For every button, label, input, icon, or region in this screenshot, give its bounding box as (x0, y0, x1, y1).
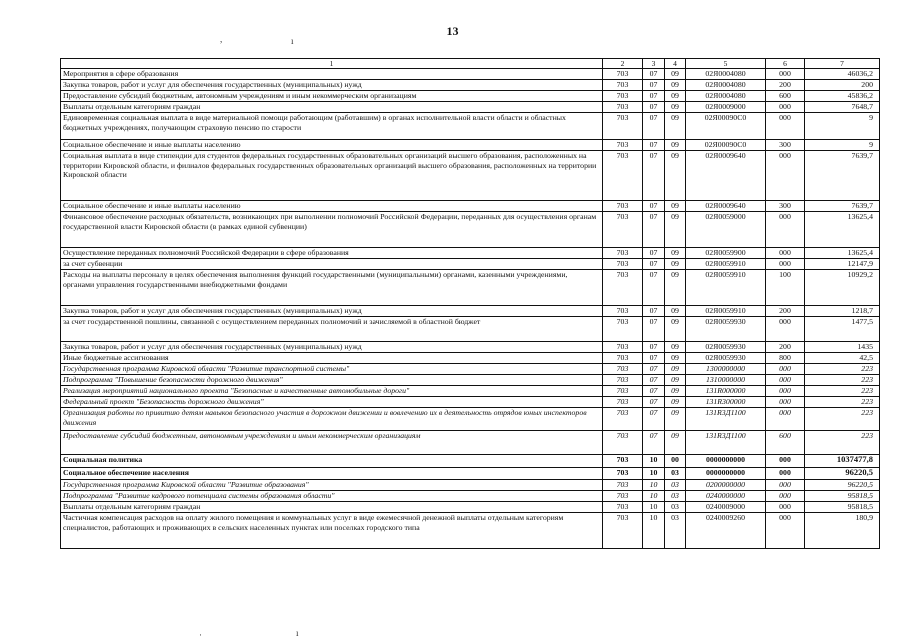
dept-code: 703 (603, 386, 643, 397)
section-code: 10 (643, 491, 665, 502)
dept-code: 703 (603, 259, 643, 270)
section-code: 07 (643, 397, 665, 408)
row-name: Организация работы по привитию детям навыков безопасного участия в дорожном движении и вовлечению их в деятельность отрядов юных инспекторов движения (61, 408, 603, 431)
subsection-code: 09 (665, 364, 686, 375)
amount: 13625,4 (805, 212, 880, 248)
amount: 7639,7 (805, 201, 880, 212)
row-name: Частичная компенсация расходов на оплату жилого помещения и коммунальных услуг в виде ежемесячной денежной выплаты отдельным категориям специалистов, работающих и проживающих в сельских населенных пунктах или поселках городского типа (61, 513, 603, 549)
dept-code: 703 (603, 80, 643, 91)
table-row (61, 513, 880, 549)
table-row (61, 201, 880, 212)
dept-code: 703 (603, 480, 643, 491)
table-row (61, 455, 880, 468)
target-article-code: 131R000000 (686, 386, 766, 397)
section-code: 07 (643, 69, 665, 80)
expense-type-code: 200 (766, 342, 805, 353)
target-article-code: 02Я0059910 (686, 259, 766, 270)
subsection-code: 09 (665, 397, 686, 408)
section-code: 07 (643, 113, 665, 140)
section-code: 07 (643, 259, 665, 270)
amount: 223 (805, 408, 880, 431)
amount: 223 (805, 364, 880, 375)
row-name: Расходы на выплаты персоналу в целях обеспечения выполнения функций государственными (муниципальными) органами, казенными учреждениями, органами управления государственными внебюджетными фондами (61, 270, 603, 306)
table-row (61, 102, 880, 113)
column-number: 6 (766, 59, 805, 69)
section-code: 07 (643, 270, 665, 306)
target-article-code: 1300000000 (686, 364, 766, 375)
target-article-code: 02Я0059930 (686, 342, 766, 353)
table-row (61, 342, 880, 353)
page-number: 13 (446, 24, 459, 38)
dept-code: 703 (603, 502, 643, 513)
amount: 46036,2 (805, 69, 880, 80)
subsection-code: 09 (665, 375, 686, 386)
subsection-code: 09 (665, 259, 686, 270)
subsection-code: 09 (665, 306, 686, 317)
expense-type-code: 000 (766, 386, 805, 397)
target-article-code: 02Я0009000 (686, 102, 766, 113)
row-name: Предоставление субсидий бюджетным, автономным учреждениям и иным некоммерческим организациям (61, 431, 603, 455)
target-article-code: 131R300000 (686, 397, 766, 408)
dept-code: 703 (603, 353, 643, 364)
row-name: Закупка товаров, работ и услуг для обеспечения государственных (муниципальных) нужд (61, 80, 603, 91)
dept-code: 703 (603, 364, 643, 375)
table-row (61, 212, 880, 248)
dept-code: 703 (603, 375, 643, 386)
amount: 9 (805, 113, 880, 140)
amount: 1037477,8 (805, 455, 880, 468)
target-article-code: 02Я0059910 (686, 270, 766, 306)
row-name: Социальная выплата в виде стипендии для студентов федеральных государственных образовательных организаций высшего образования, расположенных на территории Кировской области, и филиалов федеральных государственных образовательных организаций высшего образования, расположенных на территории Кировской области (61, 151, 603, 201)
dept-code: 703 (603, 342, 643, 353)
table-row (61, 113, 880, 140)
expense-type-code: 000 (766, 408, 805, 431)
section-code: 10 (643, 480, 665, 491)
section-code: 07 (643, 375, 665, 386)
target-article-code: 0240009000 (686, 502, 766, 513)
dept-code: 703 (603, 317, 643, 342)
target-article-code: 0000000000 (686, 455, 766, 468)
subsection-code: 03 (665, 468, 686, 480)
scan-mark: , (220, 34, 223, 44)
row-name: Единовременная социальная выплата в виде материальной помощи работающим (работавшим) в органах исполнительной власти области и областных бюджетных учреждениях, получающим страховую пенсию по старости (61, 113, 603, 140)
section-code: 10 (643, 502, 665, 513)
subsection-code: 03 (665, 480, 686, 491)
amount: 1435 (805, 342, 880, 353)
section-code: 07 (643, 80, 665, 91)
expense-type-code: 200 (766, 306, 805, 317)
row-name: Социальная политика (61, 455, 603, 468)
table-row (61, 270, 880, 306)
amount: 200 (805, 80, 880, 91)
target-article-code: 02Я0059930 (686, 317, 766, 342)
expense-type-code: 000 (766, 364, 805, 375)
dept-code: 703 (603, 408, 643, 431)
amount: 223 (805, 386, 880, 397)
subsection-code: 03 (665, 502, 686, 513)
table-row (61, 502, 880, 513)
section-code: 10 (643, 468, 665, 480)
target-article-code: 02Я0009640 (686, 201, 766, 212)
amount: 7648,7 (805, 102, 880, 113)
row-name: Подпрограмма "Развитие кадрового потенциала системы образования области" (61, 491, 603, 502)
target-article-code: 131R3Д1100 (686, 431, 766, 455)
table-row (61, 480, 880, 491)
column-number: 3 (643, 59, 665, 69)
amount: 95818,5 (805, 491, 880, 502)
subsection-code: 09 (665, 317, 686, 342)
section-code: 07 (643, 212, 665, 248)
row-name: Подпрограмма "Повышение безопасности дорожного движения" (61, 375, 603, 386)
dept-code: 703 (603, 91, 643, 102)
scan-mark: ı (291, 36, 294, 46)
table-row (61, 259, 880, 270)
amount: 180,9 (805, 513, 880, 549)
expense-type-code: 000 (766, 317, 805, 342)
target-article-code: 02Я0004080 (686, 80, 766, 91)
section-code: 07 (643, 386, 665, 397)
section-code: 07 (643, 140, 665, 151)
target-article-code: 0000000000 (686, 468, 766, 480)
subsection-code: 03 (665, 491, 686, 502)
row-name: Мероприятия в сфере образования (61, 69, 603, 80)
row-name: Закупка товаров, работ и услуг для обеспечения государственных (муниципальных) нужд (61, 306, 603, 317)
subsection-code: 09 (665, 151, 686, 201)
table-row (61, 69, 880, 80)
table-body (61, 59, 880, 549)
amount: 9 (805, 140, 880, 151)
expense-type-code: 000 (766, 102, 805, 113)
dept-code: 703 (603, 151, 643, 201)
subsection-code: 09 (665, 212, 686, 248)
amount: 96220,5 (805, 468, 880, 480)
amount: 7639,7 (805, 151, 880, 201)
expense-type-code: 000 (766, 397, 805, 408)
expense-type-code: 000 (766, 491, 805, 502)
amount: 95818,5 (805, 502, 880, 513)
subsection-code: 03 (665, 513, 686, 549)
dept-code: 703 (603, 397, 643, 408)
target-article-code: 02Я0004080 (686, 69, 766, 80)
target-article-code: 0240000000 (686, 491, 766, 502)
amount: 96220,5 (805, 480, 880, 491)
expense-type-code: 100 (766, 270, 805, 306)
expense-type-code: 000 (766, 468, 805, 480)
expense-type-code: 000 (766, 480, 805, 491)
target-article-code: 02Я00090С0 (686, 140, 766, 151)
dept-code: 703 (603, 513, 643, 549)
column-number: 2 (603, 59, 643, 69)
table-row (61, 91, 880, 102)
target-article-code: 131R3Д1100 (686, 408, 766, 431)
target-article-code: 02Я0059900 (686, 248, 766, 259)
target-article-code: 0200000000 (686, 480, 766, 491)
expense-type-code: 000 (766, 248, 805, 259)
table-row (61, 353, 880, 364)
table-row (61, 491, 880, 502)
subsection-code: 09 (665, 386, 686, 397)
amount: 45836,2 (805, 91, 880, 102)
amount: 223 (805, 431, 880, 455)
expense-type-code: 000 (766, 113, 805, 140)
subsection-code: 00 (665, 455, 686, 468)
expense-type-code: 000 (766, 259, 805, 270)
subsection-code: 09 (665, 342, 686, 353)
row-name: Осуществление переданных полномочий Российской Федерации в сфере образования (61, 248, 603, 259)
dept-code: 703 (603, 69, 643, 80)
column-number: 7 (805, 59, 880, 69)
section-code: 07 (643, 151, 665, 201)
target-article-code: 02Я0004080 (686, 91, 766, 102)
subsection-code: 09 (665, 408, 686, 431)
dept-code: 703 (603, 248, 643, 259)
section-code: 07 (643, 317, 665, 342)
row-name: Государственная программа Кировской области "Развитие образования" (61, 480, 603, 491)
subsection-code: 09 (665, 270, 686, 306)
section-code: 07 (643, 201, 665, 212)
section-code: 07 (643, 248, 665, 259)
target-article-code: 02Я0059000 (686, 212, 766, 248)
amount: 223 (805, 397, 880, 408)
target-article-code: 02Я00090С0 (686, 113, 766, 140)
subsection-code: 09 (665, 91, 686, 102)
row-name: Выплаты отдельным категориям граждан (61, 102, 603, 113)
section-code: 10 (643, 513, 665, 549)
row-name: Предоставление субсидий бюджетным, автономным учреждениям и иным некоммерческим организациям (61, 91, 603, 102)
expense-type-code: 000 (766, 513, 805, 549)
subsection-code: 09 (665, 140, 686, 151)
amount: 42,5 (805, 353, 880, 364)
table-row (61, 431, 880, 455)
expense-type-code: 300 (766, 140, 805, 151)
expense-type-code: 200 (766, 80, 805, 91)
expense-type-code: 600 (766, 431, 805, 455)
column-number-row (61, 59, 880, 69)
dept-code: 703 (603, 201, 643, 212)
amount: 1218,7 (805, 306, 880, 317)
section-code: 07 (643, 102, 665, 113)
amount: 10929,2 (805, 270, 880, 306)
table-row (61, 306, 880, 317)
section-code: 07 (643, 353, 665, 364)
target-article-code: 02Я0009640 (686, 151, 766, 201)
subsection-code: 09 (665, 113, 686, 140)
dept-code: 703 (603, 102, 643, 113)
expense-type-code: 800 (766, 353, 805, 364)
subsection-code: 09 (665, 102, 686, 113)
subsection-code: 09 (665, 69, 686, 80)
table-row (61, 140, 880, 151)
target-article-code: 1310000000 (686, 375, 766, 386)
row-name: Социальное обеспечение населения (61, 468, 603, 480)
row-name: Социальное обеспечение и иные выплаты населению (61, 140, 603, 151)
section-code: 07 (643, 364, 665, 375)
row-name: Социальное обеспечение и иные выплаты населению (61, 201, 603, 212)
target-article-code: 02Я0059930 (686, 353, 766, 364)
table-row (61, 151, 880, 201)
subsection-code: 09 (665, 431, 686, 455)
amount: 12147,9 (805, 259, 880, 270)
scan-mark: · (199, 630, 202, 640)
target-article-code: 02Я0059910 (686, 306, 766, 317)
dept-code: 703 (603, 140, 643, 151)
expense-type-code: 000 (766, 151, 805, 201)
column-number: 5 (686, 59, 766, 69)
section-code: 10 (643, 455, 665, 468)
row-name: Государственная программа Кировской области "Развитие транспортной системы" (61, 364, 603, 375)
table-row (61, 248, 880, 259)
table-row (61, 386, 880, 397)
section-code: 07 (643, 306, 665, 317)
expense-type-code: 000 (766, 502, 805, 513)
target-article-code: 0240009260 (686, 513, 766, 549)
dept-code: 703 (603, 270, 643, 306)
dept-code: 703 (603, 468, 643, 480)
row-name: Иные бюджетные ассигнования (61, 353, 603, 364)
section-code: 07 (643, 431, 665, 455)
table-row (61, 317, 880, 342)
table-row (61, 364, 880, 375)
subsection-code: 09 (665, 248, 686, 259)
row-name: за счет субвенции (61, 259, 603, 270)
section-code: 07 (643, 408, 665, 431)
subsection-code: 09 (665, 80, 686, 91)
expense-type-code: 000 (766, 455, 805, 468)
dept-code: 703 (603, 455, 643, 468)
expense-type-code: 600 (766, 91, 805, 102)
subsection-code: 09 (665, 353, 686, 364)
row-name: Выплаты отдельным категориям граждан (61, 502, 603, 513)
dept-code: 703 (603, 306, 643, 317)
expense-type-code: 000 (766, 212, 805, 248)
expense-type-code: 000 (766, 69, 805, 80)
row-name: Реализация мероприятий национального проекта "Безопасные и качественные автомобильные дороги" (61, 386, 603, 397)
table-row (61, 408, 880, 431)
row-name: Финансовое обеспечение расходных обязательств, возникающих при выполнении полномочий Российской Федерации, переданных для осуществления органам государственной власти Кировской области (в рамках единой субвенции) (61, 212, 603, 248)
amount: 1477,5 (805, 317, 880, 342)
dept-code: 703 (603, 491, 643, 502)
dept-code: 703 (603, 113, 643, 140)
column-number: 1 (61, 59, 603, 69)
dept-code: 703 (603, 212, 643, 248)
amount: 13625,4 (805, 248, 880, 259)
dept-code: 703 (603, 431, 643, 455)
subsection-code: 09 (665, 201, 686, 212)
row-name: Закупка товаров, работ и услуг для обеспечения государственных (муниципальных) нужд (61, 342, 603, 353)
table-row (61, 80, 880, 91)
column-number: 4 (665, 59, 686, 69)
row-name: Федеральный проект "Безопасность дорожного движения" (61, 397, 603, 408)
expense-type-code: 000 (766, 375, 805, 386)
table-row (61, 397, 880, 408)
section-code: 07 (643, 342, 665, 353)
amount: 223 (805, 375, 880, 386)
table-row (61, 468, 880, 480)
scan-mark: ı (296, 628, 299, 638)
table-row (61, 375, 880, 386)
expense-type-code: 300 (766, 201, 805, 212)
row-name: за счет государственной пошлины, связанной с осуществлением переданных полномочий и зачисляемой в областной бюджет (61, 317, 603, 342)
section-code: 07 (643, 91, 665, 102)
budget-table (60, 58, 880, 549)
